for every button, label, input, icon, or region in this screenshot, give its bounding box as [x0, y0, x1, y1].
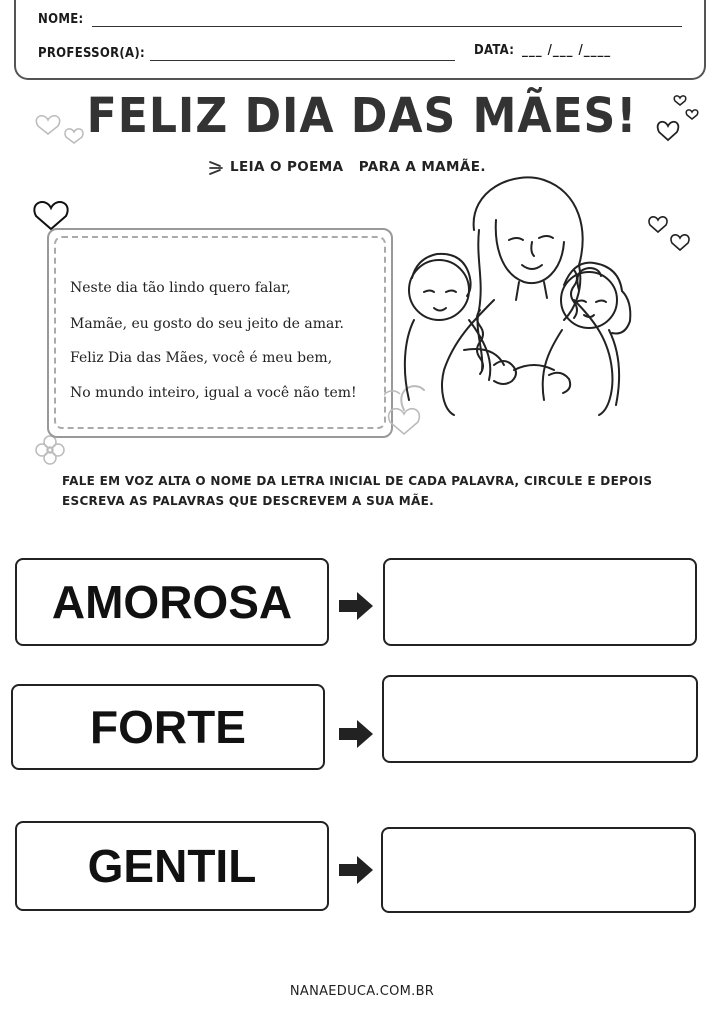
mother-children-illustration — [384, 170, 644, 420]
instruction-line: ESCREVA AS PALAVRAS QUE DESCREVEM A SUA MÃE. — [62, 494, 434, 508]
footer-website: NANAEDUCA.COM.BR — [289, 984, 435, 999]
hearts-small-icon — [646, 212, 694, 256]
instruction-text — [62, 471, 682, 511]
date-field[interactable]: ___ /___ /____ — [522, 43, 612, 58]
poem-line: Neste dia tão lindo quero falar, — [70, 280, 291, 296]
teacher-field[interactable] — [150, 60, 455, 61]
student-info-box — [14, 0, 706, 80]
arrow-right-icon — [337, 718, 375, 750]
instruction-line: FALE EM VOZ ALTA O NOME DA LETRA INICIAL DE CADA PALAVRA, CIRCULE E DEPOIS — [62, 474, 653, 488]
poem-line: No mundo inteiro, igual a você não tem! — [70, 385, 357, 401]
date-label: DATA: — [474, 43, 515, 58]
answer-box[interactable] — [382, 675, 698, 763]
answer-box[interactable] — [383, 558, 697, 646]
poem-line: Feliz Dia das Mães, você é meu bem, — [70, 350, 333, 366]
poem-line: Mamãe, eu gosto do seu jeito de amar. — [70, 316, 344, 332]
hearts-right-icon — [652, 92, 707, 154]
arrow-right-icon — [337, 854, 375, 886]
heart-outline-icon — [384, 404, 424, 440]
name-field[interactable] — [92, 26, 682, 27]
answer-box[interactable] — [381, 827, 696, 913]
page-title: FELIZ DIA DAS MÃES! — [86, 88, 638, 144]
word-card-forte: FORTE — [11, 684, 325, 770]
hearts-left-icon — [30, 100, 100, 160]
sparkle-icon — [208, 158, 228, 178]
teacher-label: PROFESSOR(A): — [38, 46, 146, 61]
name-label: NOME: — [38, 12, 84, 27]
word-card-amorosa: AMOROSA — [15, 558, 329, 646]
arrow-right-icon — [337, 590, 375, 622]
word-card-gentil: GENTIL — [15, 821, 329, 911]
subtitle: LEIA O POEMA PARA A MAMÃE. — [230, 159, 486, 175]
